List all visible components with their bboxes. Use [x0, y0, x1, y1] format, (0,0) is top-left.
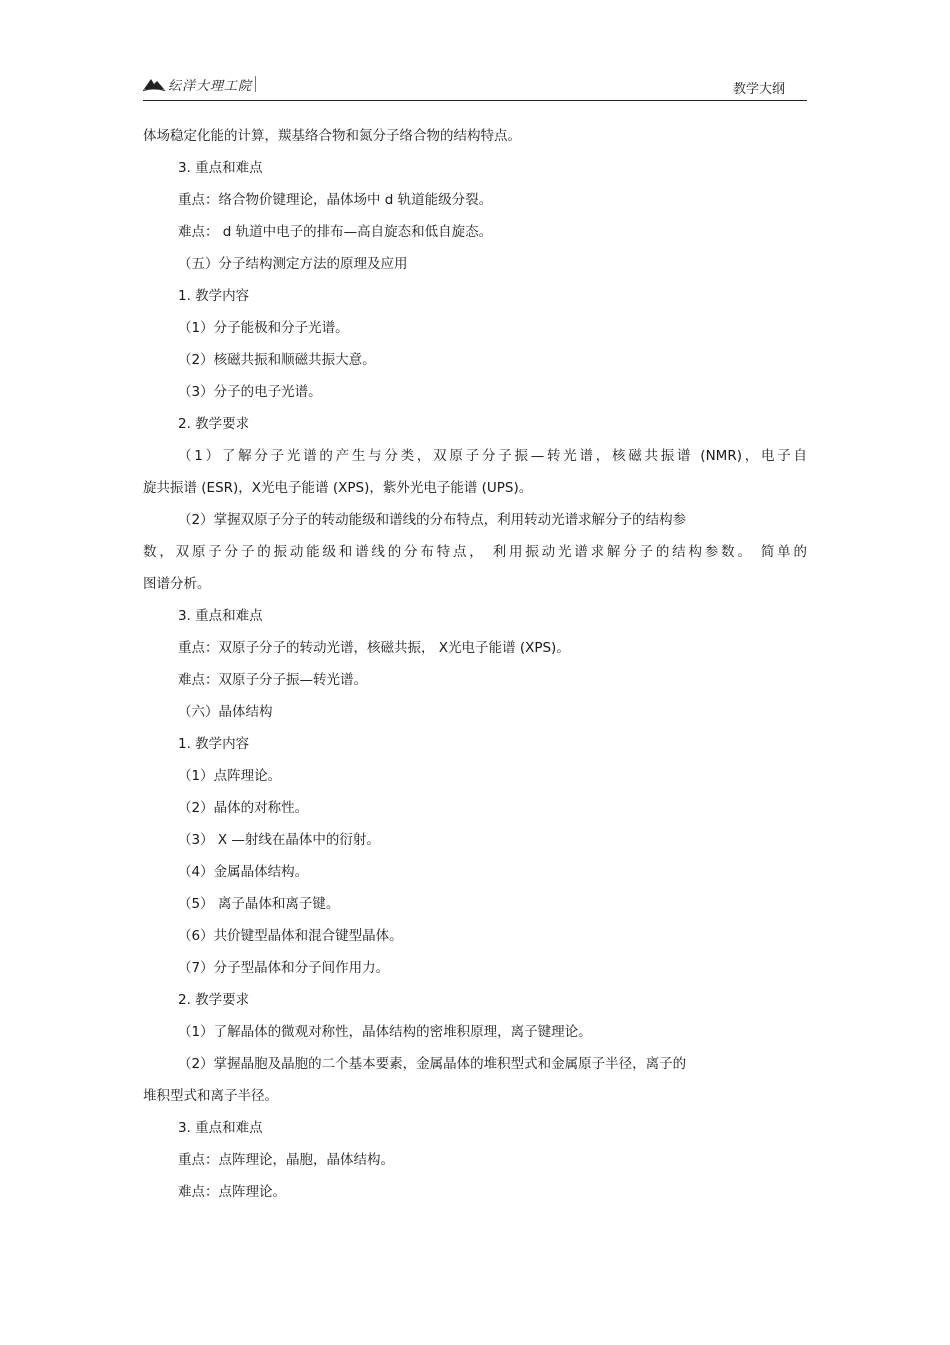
text-line: 重点：点阵理论，晶胞，晶体结构。 [178, 1152, 394, 1168]
text-line: 图谱分析。 [143, 576, 211, 592]
logo-text: 纭洋大理工院 [168, 78, 253, 94]
text-line: 2. 教学要求 [178, 416, 250, 432]
logo-divider [255, 76, 256, 92]
text-line: 难点：点阵理论。 [178, 1184, 286, 1200]
text-line: （5） 离子晶体和离子键。 [178, 896, 340, 912]
text-line: 3. 重点和难点 [178, 608, 263, 624]
text-line: （3） X —射线在晶体中的衍射。 [178, 832, 380, 848]
text-line: （2）晶体的对称性。 [178, 800, 309, 816]
text-line: （3）分子的电子光谱。 [178, 384, 322, 400]
text-line: 难点：双原子分子振—转光谱。 [178, 672, 367, 688]
text-line: 2. 教学要求 [178, 992, 250, 1008]
text-line: （7）分子型晶体和分子间作用力。 [178, 960, 390, 976]
sailboat-icon [143, 76, 165, 92]
text-line: 3. 重点和难点 [178, 160, 263, 176]
header-title: 教学大纲 [732, 82, 785, 97]
text-line: （1）点阵理论。 [178, 768, 282, 784]
text-line: （2）掌握双原子分子的转动能级和谱线的分布特点，利用转动光谱求解分子的结构参 [178, 512, 687, 528]
text-line: （4）金属晶体结构。 [178, 864, 309, 880]
page-header [143, 70, 807, 101]
text-line: （1）分子能极和分子光谱。 [178, 320, 349, 336]
text-line: 重点：络合物价键理论，晶体场中 d 轨道能级分裂。 [178, 192, 493, 208]
text-line: 堆积型式和离子半径。 [143, 1088, 278, 1104]
text-line: 3. 重点和难点 [178, 1120, 263, 1136]
text-line: （1）了解分子光谱的产生与分类，双原子分子振—转光谱，核磁共振谱 (NMR)，电子自 [178, 448, 807, 464]
text-line: （六）晶体结构 [178, 704, 273, 720]
document-body [143, 120, 807, 1208]
text-line: （2）掌握晶胞及晶胞的二个基本要素，金属晶体的堆积型式和金属原子半径，离子的 [178, 1056, 687, 1072]
text-line: 难点： d 轨道中电子的排布—高自旋态和低自旋态。 [178, 224, 493, 240]
text-line: （6）共价键型晶体和混合键型晶体。 [178, 928, 403, 944]
text-line: 重点：双原子分子的转动光谱，核磁共振， X光电子能谱 (XPS)。 [178, 640, 570, 656]
text-line: 1. 教学内容 [178, 288, 250, 304]
text-line: （1）了解晶体的微观对称性，晶体结构的密堆积原理，离子键理论。 [178, 1024, 592, 1040]
text-line: 旋共振谱 (ESR)，X光电子能谱 (XPS)，紫外光电子能谱 (UPS)。 [143, 480, 533, 496]
text-line: 数，双原子分子的振动能级和谱线的分布特点， 利用振动光谱求解分子的结构参数。 简单的 [143, 544, 807, 560]
text-line: （2）核磁共振和顺磁共振大意。 [178, 352, 376, 368]
text-line: 体场稳定化能的计算，羰基络合物和氮分子络合物的结构特点。 [143, 128, 521, 144]
text-line: （五）分子结构测定方法的原理及应用 [178, 256, 408, 272]
university-logo [143, 74, 256, 94]
text-line: 1. 教学内容 [178, 736, 250, 752]
